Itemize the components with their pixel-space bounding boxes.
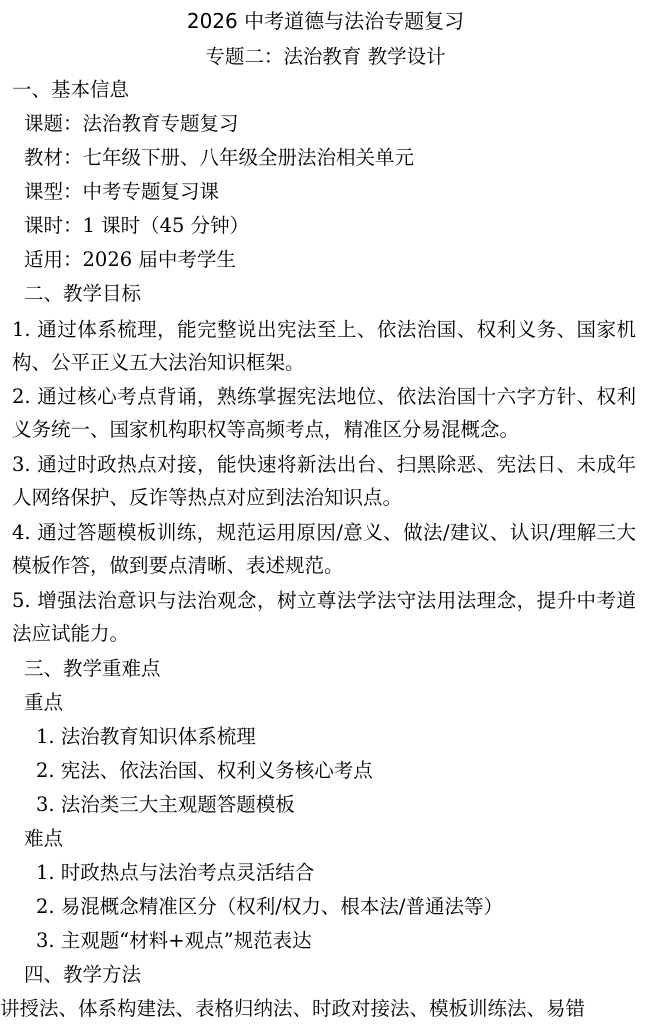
teaching-methods-text: 讲授法、体系构建法、表格归纳法、时政对接法、模板训练法、易错 [0, 997, 586, 1020]
info-duration: 课时：1 课时（45 分钟） [24, 214, 250, 237]
section-heading-goals: 二、教学目标 [24, 282, 142, 305]
info-audience: 适用：2026 届中考学生 [24, 248, 236, 271]
goal-item: 3. 通过时政热点对接，能快速将新法出台、扫黑除恶、宪法日、未成年人网络保护、反诈等热点对应到法治知识点。 [12, 453, 636, 509]
difficult-points-label: 难点 [24, 827, 64, 850]
section-heading-basic-info: 一、基本信息 [12, 78, 130, 101]
section-heading-methods: 四、教学方法 [24, 963, 142, 986]
difficult-point-item: 2. 易混概念精准区分（权利/权力、根本法/普通法等） [36, 895, 503, 918]
key-point-item: 2. 宪法、依法治国、权利义务核心考点 [36, 759, 373, 782]
goal-item: 4. 通过答题模板训练，规范运用原因/意义、做法/建议、认识/理解三大模板作答，做到要点清晰、表述规范。 [12, 521, 636, 577]
info-topic: 课题：法治教育专题复习 [24, 112, 239, 135]
document-subtitle: 专题二：法治教育 教学设计 [205, 45, 446, 68]
goal-item: 2. 通过核心考点背诵，熟练掌握宪法地位、依法治国十六字方针、权利义务统一、国家机构职权等高频考点，精准区分易混概念。 [12, 385, 636, 441]
section-heading-key-difficult: 三、教学重难点 [24, 657, 161, 680]
difficult-point-item: 1. 时政热点与法治考点灵活结合 [36, 861, 315, 884]
key-point-item: 3. 法治类三大主观题答题模板 [36, 793, 295, 816]
document-title: 2026 中考道德与法治专题复习 [186, 9, 465, 33]
info-textbook: 教材：七年级下册、八年级全册法治相关单元 [24, 146, 415, 169]
key-point-item: 1. 法治教育知识体系梳理 [36, 725, 256, 748]
key-points-label: 重点 [24, 691, 64, 714]
goal-item: 5. 增强法治意识与法治观念，树立尊法学法守法用法理念，提升中考道法应试能力。 [12, 589, 636, 645]
info-lesson-type: 课型：中考专题复习课 [24, 180, 220, 203]
difficult-point-item: 3. 主观题“材料+观点”规范表达 [36, 929, 312, 952]
goal-item: 1. 通过体系梳理，能完整说出宪法至上、依法治国、权利义务、国家机构、公平正义五大法治知识框架。 [12, 318, 636, 374]
